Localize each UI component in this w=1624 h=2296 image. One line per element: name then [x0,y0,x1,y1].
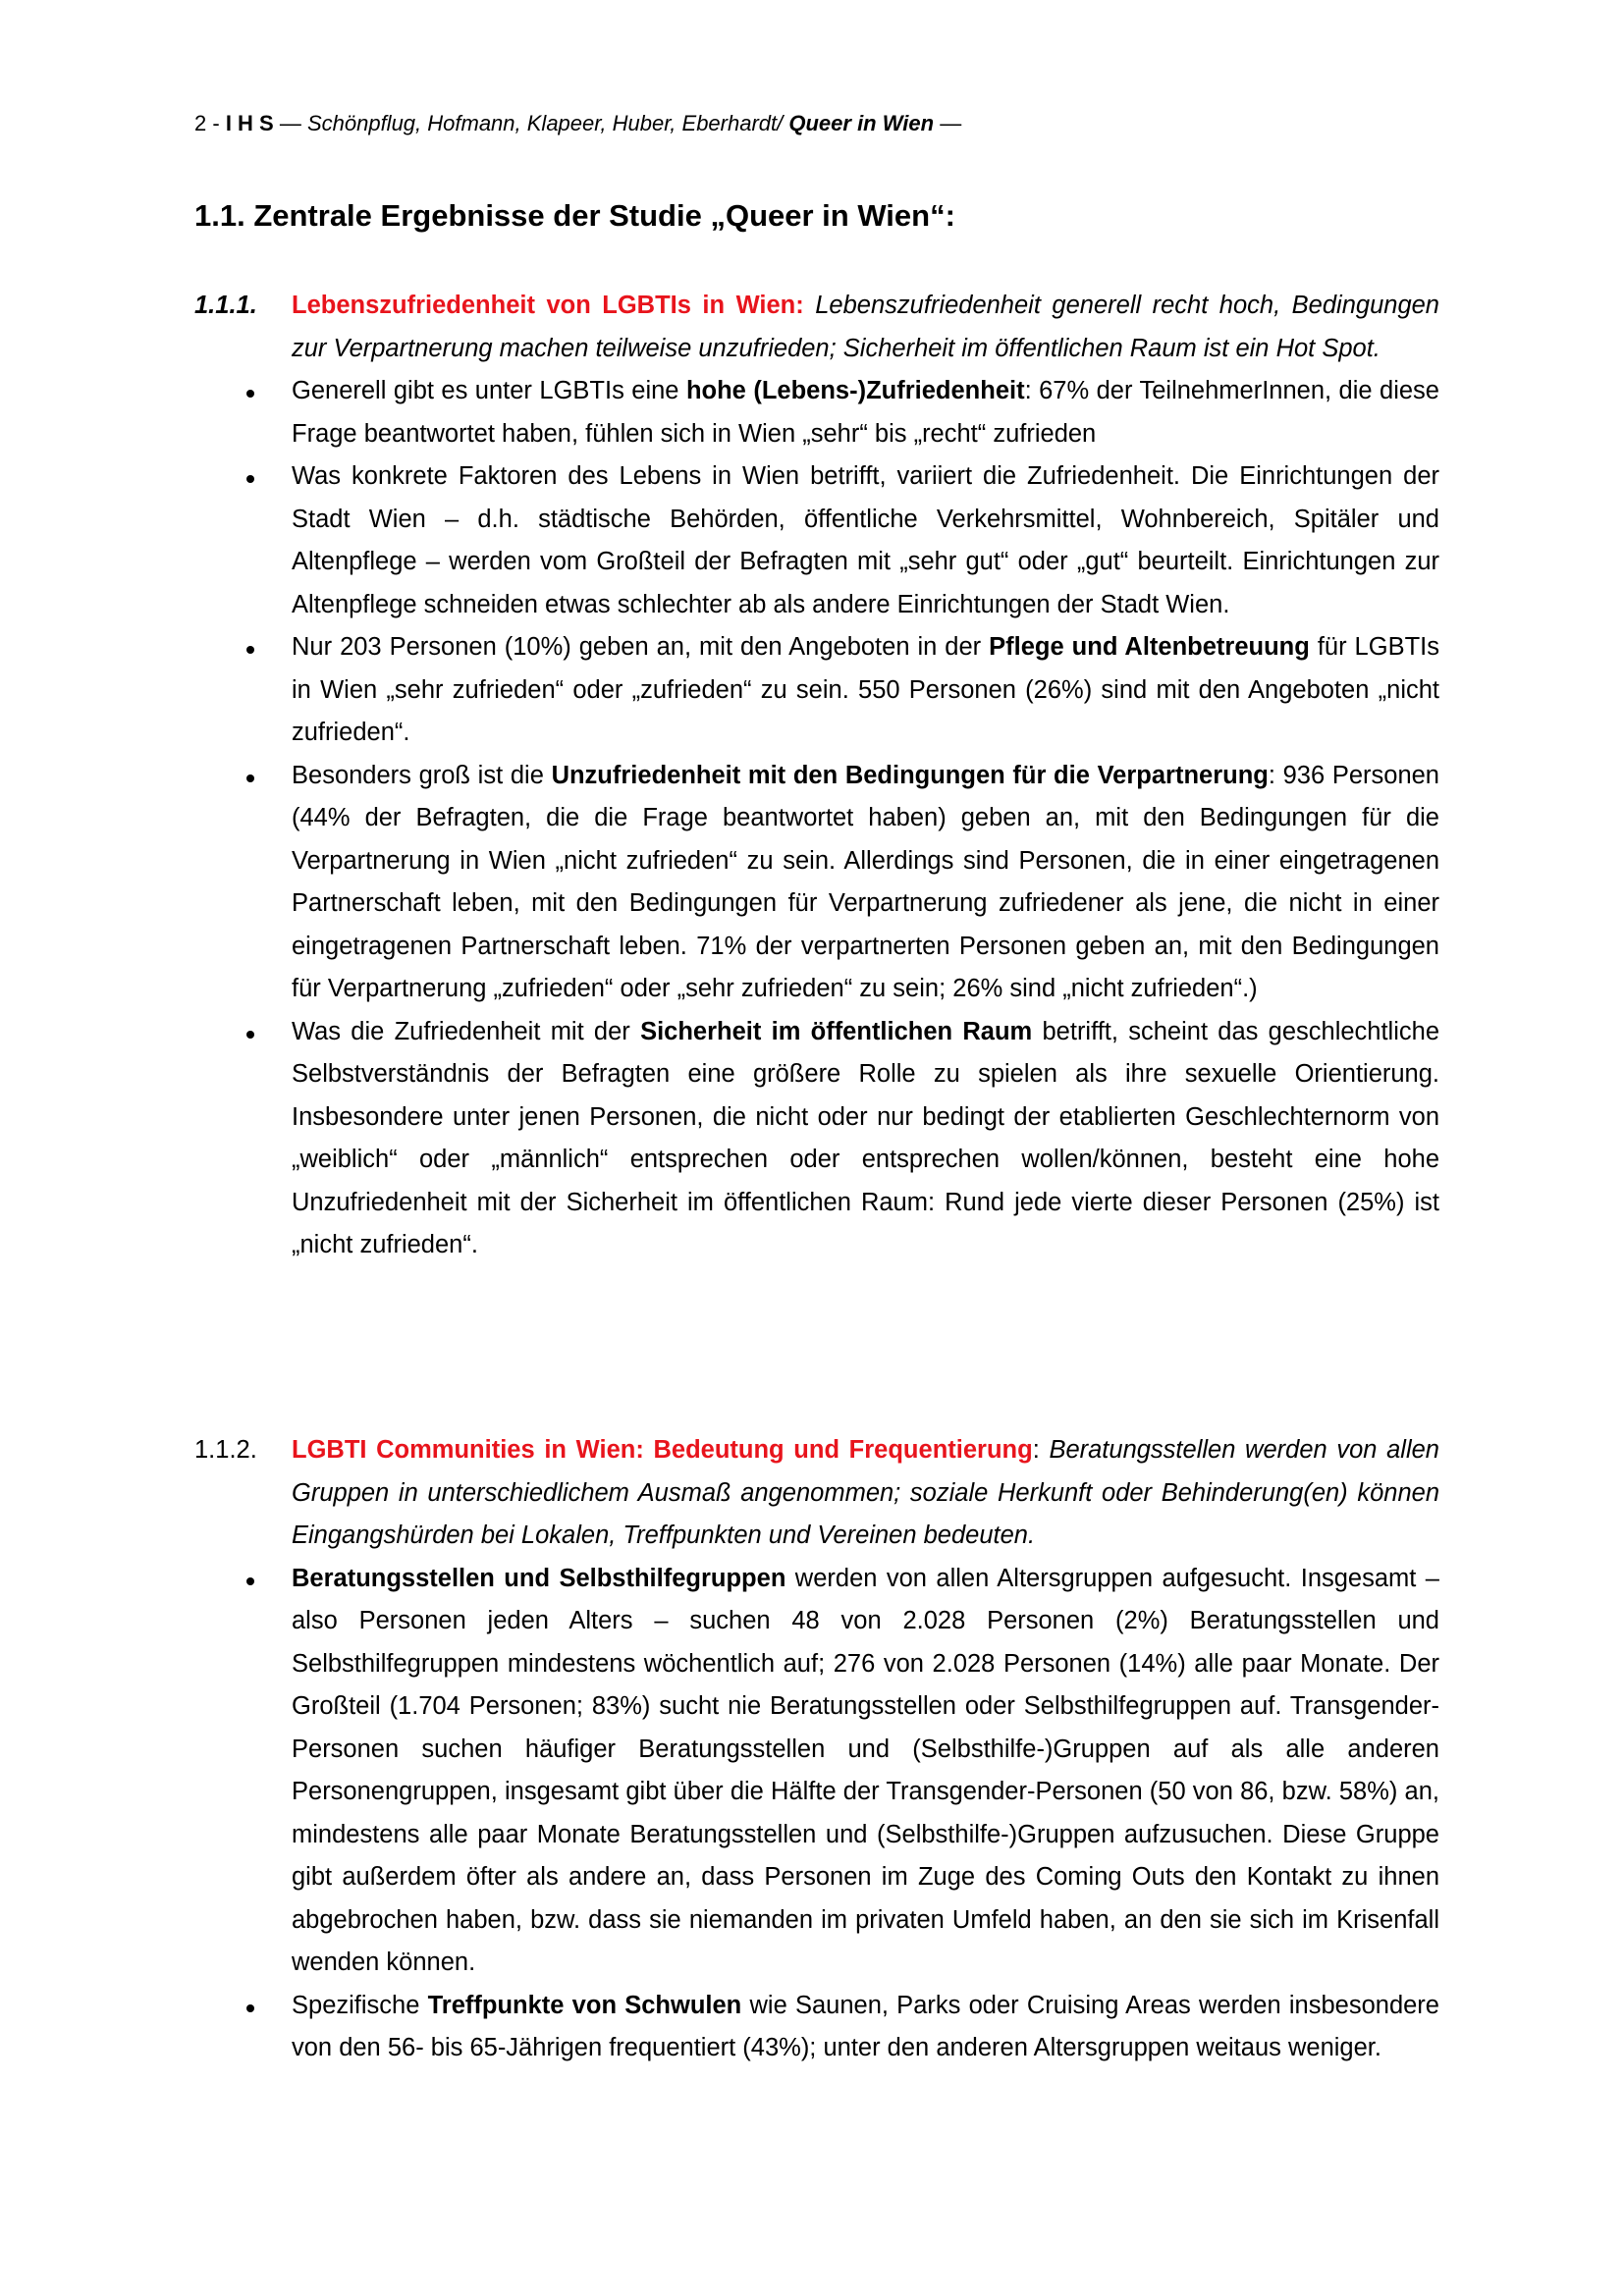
page-number: 2 [194,111,207,135]
authors: Schönpflug, Hofmann, Klapeer, Huber, Eberhardt/ [306,111,789,135]
key-term: Sicherheit im öffentlichen Raum [640,1017,1033,1045]
bullet-list [194,1558,1439,2070]
list-item: Was konkrete Faktoren des Lebens in Wien betrifft, variiert die Zufriedenheit. Die Einrichtungen der Stadt Wien – d.h. städtische Behörden, öffentliche Verkehrsmittel, Wohnbereich, Spitäler und Altenpflege – werden vom Großteil der Befragten mit „sehr gut“ oder „gut“ beurteilt. Einrichtungen zur Altenpflege schneiden etwas schlechter ab als andere Einrichtungen der Stadt Wien. [194,455,1439,626]
bullet-icon [246,390,254,398]
list-item: Beratungsstellen und Selbsthilfegruppen werden von allen Altersgruppen aufgesucht. Insgesamt – also Personen jeden Alters – suchen 48 von 2.028 Personen (2%) Beratungsstellen und Selbsthilfegruppen mindestens wöchentlich auf; 276 von 2.028 Personen (14%) alle paar Monate. Der Großteil (1.704 Personen; 83%) sucht nie Beratungsstellen oder Selbsthilfegruppen auf. Transgender-Personen suchen häufiger Beratungsstellen und (Selbsthilfe-)Gruppen auf als alle anderen Personengruppen, insgesamt gibt über die Hälfte der Transgender-Personen (50 von 86, bzw. 58%) an, mindestens alle paar Monate Beratungsstellen und (Selbsthilfe-)Gruppen aufzusuchen. Diese Gruppe gibt außerdem öfter als andere an, dass Personen im Zuge des Coming Outs den Kontakt zu ihnen abgebrochen haben, bzw. dass sie niemanden im privaten Umfeld haben, an den sie sich im Krisenfall wenden können. [194,1558,1439,1985]
list-item: Besonders groß ist die Unzufriedenheit mit den Bedingungen für die Verpartnerung: 936 Personen (44% der Befragten, die die Frage beantwortet haben) geben an, mit den Bedingungen für die Verpartnerung in Wien „nicht zufrieden“ zu sein. Allerdings sind Personen, die in einer eingetragenen Partnerschaft leben, mit den Bedingungen für Verpartnerung zufriedener als jene, die nicht in einer eingetragenen Partnerschaft leben. 71% der verpartnerten Personen geben an, mit den Bedingungen für Verpartnerung „zufrieden“ oder „sehr zufrieden“ zu sein; 26% sind „nicht zufrieden“.) [194,755,1439,1011]
key-term: Beratungsstellen und Selbsthilfegruppen [292,1564,786,1592]
key-term: hohe (Lebens-)Zufriedenheit [685,377,1025,404]
list-item: Generell gibt es unter LGBTIs eine hohe (Lebens-)Zufriedenheit: 67% der TeilnehmerInnen, die diese Frage beantwortet haben, fühlen sich in Wien „sehr“ bis „recht“ zufrieden [194,370,1439,455]
subsection-heading [194,285,1439,370]
list-item: Spezifische Treffpunkte von Schwulen wie Saunen, Parks oder Cruising Areas werden insbesondere von den 56- bis 65-Jährigen frequentiert (43%); unter den anderen Altersgruppen weitaus weniger. [194,1985,1439,2070]
section-title: 1.1. Zentrale Ergebnisse der Studie „Queer in Wien“: [194,198,955,233]
bullet-icon [246,646,254,654]
bullet-list [194,370,1439,1267]
bullet-icon [246,774,254,782]
subsection-summary: Beratungsstellen werden von allen Gruppen in unterschiedlichem Ausmaß angenommen; soziale Herkunft oder Behinderung(en) können Eingangshürden bei Lokalen, Treffpunkten und Vereinen bedeuten. [292,1436,1439,1549]
institute-name: I H S [225,111,274,135]
subsection-number: 1.1.2. [194,1436,257,1464]
bullet-icon [246,2004,254,2012]
subsection-number: 1.1.1. [194,292,257,319]
bullet-icon [246,1031,254,1039]
list-item: Was die Zufriedenheit mit der Sicherheit im öffentlichen Raum betrifft, scheint das geschlechtliche Selbstverständnis der Befragten eine größere Rolle zu spielen als ihre sexuelle Orientierung. Insbesondere unter jenen Personen, die nicht oder nur bedingt der etablierten Geschlechternorm von „weiblich“ oder „männlich“ entsprechen oder entsprechen wollen/können, besteht eine hohe Unzufriedenheit mit der Sicherheit im öffentlichen Raum: Rund jede vierte dieser Personen (25%) ist „nicht zufrieden“. [194,1011,1439,1267]
key-term: Pflege und Altenbetreuung [989,633,1310,661]
subsection-summary: Lebenszufriedenheit generell recht hoch, Bedingungen zur Verpartnerung machen teilweise unzufrieden; Sicherheit im öffentlichen Raum ist ein Hot Spot. [292,292,1439,362]
key-term: Treffpunkte von Schwulen [427,1991,742,2019]
list-item: Nur 203 Personen (10%) geben an, mit den Angeboten in der Pflege und Altenbetreuung für LGBTIs in Wien „sehr zufrieden“ oder „zufrieden“ zu sein. 550 Personen (26%) sind mit den Angeboten „nicht zufrieden“. [194,626,1439,755]
key-term: Unzufriedenheit mit den Bedingungen für die Verpartnerung [551,761,1269,789]
bullet-icon [246,1577,254,1585]
study-title: Queer in Wien [788,111,935,135]
running-header: 2 - I H S — Schönpflug, Hofmann, Klapeer, Huber, Eberhardt/ Queer in Wien — [194,111,962,135]
subsection-1-1-1 [194,285,1439,1267]
bullet-icon [246,475,254,483]
subsection-title: Lebenszufriedenheit von LGBTIs in Wien: [292,292,804,319]
subsection-1-1-2 [194,1429,1439,2070]
subsection-heading: 1.1.2. LGBTI Communities in Wien: Bedeutung und Frequentierung: Beratungsstellen werden von allen Gruppen in unterschiedlichem Ausmaß angenommen; soziale Herkunft oder Behinderung(en) können Eingangshürden bei Lokalen, Treffpunkten und Vereinen bedeuten. [194,1429,1439,1558]
subsection-title: LGBTI Communities in Wien: Bedeutung und Frequentierung [292,1436,1033,1464]
